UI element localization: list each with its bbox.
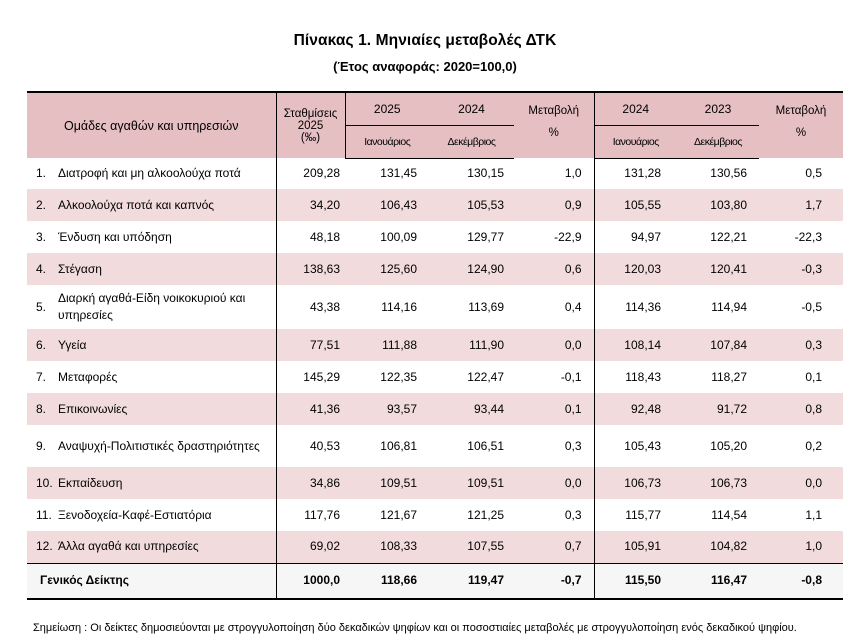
header-change-2-line2: % [795,126,807,139]
row-dec-2023: 114,54 [677,499,759,531]
header-year-2024-a: 2024 [429,92,514,125]
row-name: Επικοινωνίες [58,393,276,425]
row-change-2: 0,8 [759,393,843,425]
row-number: 11. [27,499,58,531]
table-row [27,253,843,285]
total-change-2: -0,8 [759,563,843,599]
row-change-2: 1,0 [759,531,843,563]
row-number: 10. [27,467,58,499]
header-change-1-line2: % [548,126,559,139]
header-change-1-line1: Μεταβολή [528,104,580,117]
row-dec-2023: 106,73 [677,467,759,499]
row-jan-2025: 100,09 [345,221,429,253]
row-jan-2024: 131,28 [594,158,677,189]
row-name: Ξενοδοχεία-Καφέ-Εστιατόρια [58,499,276,531]
total-weight: 1000,0 [276,563,345,599]
header-weights-line3: (‰) [300,131,321,144]
row-change-1: 0,0 [514,467,594,499]
header-january-2: Ιανουάριος [594,125,677,158]
row-jan-2025: 114,16 [345,285,429,329]
row-number: 9. [27,425,58,467]
row-change-2: 1,1 [759,499,843,531]
header-year-2023: 2023 [677,92,759,125]
row-dec-2024: 106,51 [429,425,514,467]
table-title: Πίνακας 1. Μηνιαίες μεταβολές ΔΤΚ [293,32,557,49]
row-jan-2024: 105,55 [594,189,677,221]
row-weight: 117,76 [276,499,345,531]
row-dec-2023: 118,27 [677,361,759,393]
header-groups: Ομάδες αγαθών και υπηρεσιών [27,92,276,158]
row-dec-2024: 113,69 [429,285,514,329]
row-change-1: 0,7 [514,531,594,563]
row-name: Ένδυση και υπόδηση [58,221,276,253]
row-weight: 41,36 [276,393,345,425]
total-jan-2025: 118,66 [345,563,429,599]
row-weight: 138,63 [276,253,345,285]
row-change-1: -0,1 [514,361,594,393]
row-jan-2024: 114,36 [594,285,677,329]
header-weights-line1: Σταθμίσεις [283,107,338,120]
row-jan-2025: 131,45 [345,158,429,189]
row-jan-2025: 106,81 [345,425,429,467]
header-change-2-line1: Μεταβολή [775,104,827,117]
row-change-2: 0,3 [759,329,843,361]
row-jan-2024: 105,91 [594,531,677,563]
row-name: Διατροφή και μη αλκοολούχα ποτά [58,158,276,189]
row-name: Άλλα αγαθά και υπηρεσίες [58,531,276,563]
row-dec-2023: 104,82 [677,531,759,563]
row-name: Στέγαση [58,253,276,285]
table-row [27,425,843,467]
table-body [27,158,843,599]
total-dec-2023: 116,47 [677,563,759,599]
table-header [27,92,843,158]
row-name: Μεταφορές [58,361,276,393]
row-jan-2024: 105,43 [594,425,677,467]
row-change-2: -0,3 [759,253,843,285]
total-row [27,563,843,599]
row-change-1: -22,9 [514,221,594,253]
row-dec-2023: 91,72 [677,393,759,425]
row-dec-2023: 120,41 [677,253,759,285]
row-change-1: 0,3 [514,425,594,467]
table-row [27,361,843,393]
header-weights-line2: 2025 [297,119,324,132]
row-change-1: 0,1 [514,393,594,425]
row-name: Διαρκή αγαθά-Είδη νοικοκυριού και υπηρεσίες [58,285,276,329]
row-dec-2023: 122,21 [677,221,759,253]
table-row [27,329,843,361]
row-change-2: 0,2 [759,425,843,467]
table-row [27,221,843,253]
table-row [27,499,843,531]
row-jan-2024: 106,73 [594,467,677,499]
table-subtitle: (Έτος αναφοράς: 2020=100,0) [333,59,517,74]
total-name: Γενικός Δείκτης [27,563,276,599]
row-dec-2024: 124,90 [429,253,514,285]
row-dec-2023: 114,94 [677,285,759,329]
row-change-1: 0,0 [514,329,594,361]
total-jan-2024: 115,50 [594,563,677,599]
row-name: Εκπαίδευση [58,467,276,499]
row-dec-2024: 121,25 [429,499,514,531]
row-change-2: 0,0 [759,467,843,499]
row-weight: 43,38 [276,285,345,329]
row-jan-2025: 108,33 [345,531,429,563]
header-change-1 [514,92,594,158]
header-weights [276,92,345,158]
total-dec-2024: 119,47 [429,563,514,599]
row-change-1: 0,6 [514,253,594,285]
row-jan-2025: 106,43 [345,189,429,221]
row-weight: 69,02 [276,531,345,563]
row-jan-2025: 125,60 [345,253,429,285]
row-change-2: -0,5 [759,285,843,329]
footnote: Σημείωση : Οι δείκτες δημοσιεύονται με στρογγυλοποίηση δύο δεκαδικών ψηφίων και οι ποσοστιαίες μεταβολές με στρογγυλοποίηση ενός δεκαδικού ψηφίου. [33,622,797,634]
row-number: 12. [27,531,58,563]
row-name: Αλκοολούχα ποτά και καπνός [58,189,276,221]
total-change-1: -0,7 [514,563,594,599]
table-row [27,189,843,221]
row-number: 1. [27,158,58,189]
row-jan-2024: 94,97 [594,221,677,253]
table-row [27,531,843,563]
row-jan-2025: 109,51 [345,467,429,499]
row-number: 6. [27,329,58,361]
table-row [27,158,843,189]
row-dec-2024: 93,44 [429,393,514,425]
row-dec-2023: 103,80 [677,189,759,221]
row-weight: 34,86 [276,467,345,499]
row-name: Υγεία [58,329,276,361]
cpi-table [27,91,843,600]
row-dec-2024: 109,51 [429,467,514,499]
row-weight: 209,28 [276,158,345,189]
row-dec-2024: 107,55 [429,531,514,563]
table-row [27,393,843,425]
row-weight: 77,51 [276,329,345,361]
row-dec-2024: 130,15 [429,158,514,189]
header-december-1: Δεκέμβριος [429,125,514,158]
row-change-2: -22,3 [759,221,843,253]
row-jan-2025: 93,57 [345,393,429,425]
row-dec-2023: 107,84 [677,329,759,361]
row-dec-2024: 105,53 [429,189,514,221]
header-december-2: Δεκέμβριος [677,125,759,158]
row-number: 2. [27,189,58,221]
row-number: 5. [27,285,58,329]
row-change-2: 0,1 [759,361,843,393]
row-jan-2024: 115,77 [594,499,677,531]
row-change-1: 0,4 [514,285,594,329]
row-change-1: 0,9 [514,189,594,221]
header-january-1: Ιανουάριος [345,125,429,158]
row-dec-2024: 122,47 [429,361,514,393]
row-weight: 48,18 [276,221,345,253]
row-weight: 34,20 [276,189,345,221]
row-jan-2024: 92,48 [594,393,677,425]
row-number: 4. [27,253,58,285]
row-change-1: 1,0 [514,158,594,189]
row-jan-2024: 108,14 [594,329,677,361]
row-dec-2023: 130,56 [677,158,759,189]
row-jan-2024: 120,03 [594,253,677,285]
row-jan-2025: 121,67 [345,499,429,531]
row-change-2: 1,7 [759,189,843,221]
row-name: Αναψυχή-Πολιτιστικές δραστηριότητες [58,425,276,467]
row-number: 8. [27,393,58,425]
row-jan-2025: 111,88 [345,329,429,361]
table-row [27,467,843,499]
row-jan-2025: 122,35 [345,361,429,393]
row-weight: 40,53 [276,425,345,467]
row-change-2: 0,5 [759,158,843,189]
row-number: 7. [27,361,58,393]
table-row [27,285,843,329]
header-year-2025: 2025 [345,92,429,125]
header-year-2024-b: 2024 [594,92,677,125]
row-number: 3. [27,221,58,253]
row-change-1: 0,3 [514,499,594,531]
row-dec-2024: 129,77 [429,221,514,253]
row-weight: 145,29 [276,361,345,393]
row-dec-2024: 111,90 [429,329,514,361]
header-change-2 [759,92,843,158]
row-jan-2024: 118,43 [594,361,677,393]
row-dec-2023: 105,20 [677,425,759,467]
